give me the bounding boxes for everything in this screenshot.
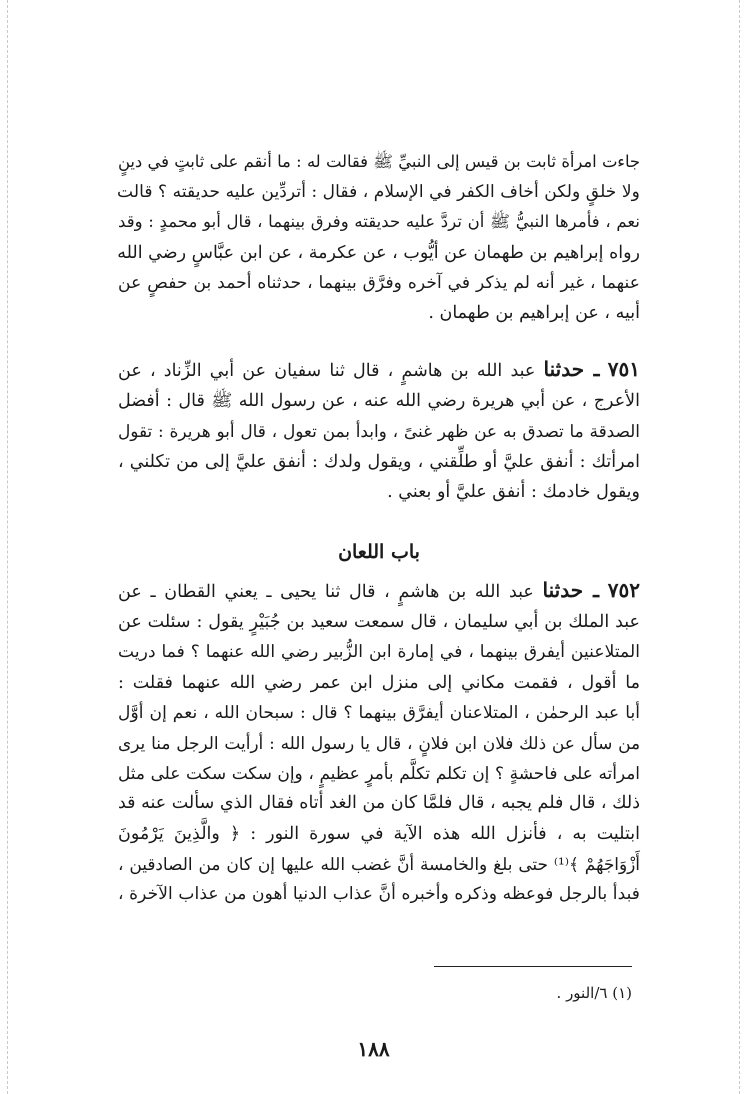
text-line: الأعرج ، عن أبي هريرة رضي الله عنه ، عن رسول الله ﷺ قال : أفضل — [118, 391, 640, 412]
footnote: (١) ٦/النور . — [556, 984, 632, 1002]
scan-edge-right — [739, 0, 740, 1094]
hadith-first-line — [118, 575, 640, 607]
text-line: امرأتك : أنفق عليَّ أو طلِّقني ، ويقول ولدك : أنفق عليَّ إلى من تكلني ، — [118, 451, 640, 472]
text-line: من سأل عن ذلك فلان ابن فلانٍ ، قال يا رسول الله : أرأيت الرجل منا يرى — [118, 733, 640, 754]
text-line: ولا خلقٍ ولكن أخاف الكفر في الإسلام ، فقال : أتردِّين عليه حديقته ؟ قالت — [116, 182, 640, 203]
text-line: عنهما ، غير أنه لم يذكر في آخره وفرَّق بينهما ، حدثناه أحمد بن حفصٍ عن — [118, 272, 640, 293]
text-line: المتلاعنين أيفرق بينهما ، في إمارة ابن الزُّبير رضي الله عنهما ؟ فما دريت — [118, 642, 640, 663]
text-line: أبيه ، عن إبراهيم بن طهمان . — [428, 303, 640, 324]
hadith-heading-word: ـ حدثنا — [543, 357, 600, 381]
hadith-first-line — [118, 354, 640, 386]
text-line: جاءت امرأة ثابت بن قيس إلى النبيِّ ﷺ فقالت له : ما أنقم على ثابتٍ في دينٍ — [118, 152, 640, 171]
scan-edge-left — [7, 0, 8, 1094]
section-heading: باب اللعان — [338, 541, 420, 563]
hadith-first-line-text: عبد الله بن هاشمٍ ، قال ثنا يحيى ـ يعني القطان ـ عن — [118, 582, 534, 602]
hadith-751 — [118, 354, 640, 507]
text-line: ذلك ، قال فلم يجبه ، قال فلمَّا كان من الغد أتاه فقال الذي سألت عنه قد — [117, 793, 640, 814]
paragraph-1 — [118, 147, 640, 328]
text-line: فبدأ بالرجل فوعظه وذكره وأخبره أنَّ عذاب الدنيا أهون من عذاب الآخرة ، — [118, 884, 640, 905]
text-line: أَزْوَاجَهُمْ ﴾⁽¹⁾ حتى بلغ والخامسة أنَّ غضب الله عليها إن كان من الصادقين ، — [118, 853, 640, 874]
text-line: الصدقة ما تصدق به عن ظهر غنىً ، وابدأ بمن تعول ، قال أبو هريرة : تقول — [118, 421, 640, 442]
text-line: ما أقول ، فقمت مكاني إلى منزل ابن عمر رضي الله عنهما فقلت : — [118, 672, 640, 693]
text-line: أبا عبد الرحمٰن ، المتلاعنان أيفرَّق بينهما ؟ قال : سبحان الله ، نعم إن أوَّل — [118, 702, 640, 723]
text-line: ابتليت به ، فأنزل الله هذه الآية في سورة النور : ﴿ والَّذِينَ يَرْمُونَ — [118, 823, 640, 844]
hadith-number: ٧٥٢ — [607, 578, 640, 602]
footnote-divider — [434, 966, 632, 967]
text-line: رواه إبراهيم بن طهمان عن أيُّوب ، عن عكرمة ، عن ابن عبَّاسٍ رضي الله — [117, 242, 640, 263]
page-number: ١٨٨ — [357, 1037, 390, 1061]
text-line: نعم ، فأمرها النبيُّ ﷺ أن تردَّ عليه حديقته وفرق بينهما ، قال أبو محمدٍ : وقد — [118, 212, 640, 232]
hadith-first-line-text: عبد الله بن هاشمٍ ، قال ثنا سفيان عن أبي الزِّناد ، عن — [118, 361, 536, 381]
hadith-heading-word: ـ حدثنا — [542, 578, 600, 602]
hadith-number: ٧٥١ — [607, 357, 640, 381]
text-line: عبد الملك بن أبي سليمان ، قال سمعت سعيد بن جُبَيْرٍ يقول : سئلت عن — [118, 612, 640, 633]
hadith-752 — [118, 575, 640, 909]
text-line: امرأته على فاحشةٍ ؟ إن تكلم تكلَّم بأمرٍ عظيمٍ ، وإن سكت سكت على مثل — [118, 763, 640, 784]
text-line: ويقول خادمك : أنفق عليَّ أو بعني . — [387, 481, 640, 502]
